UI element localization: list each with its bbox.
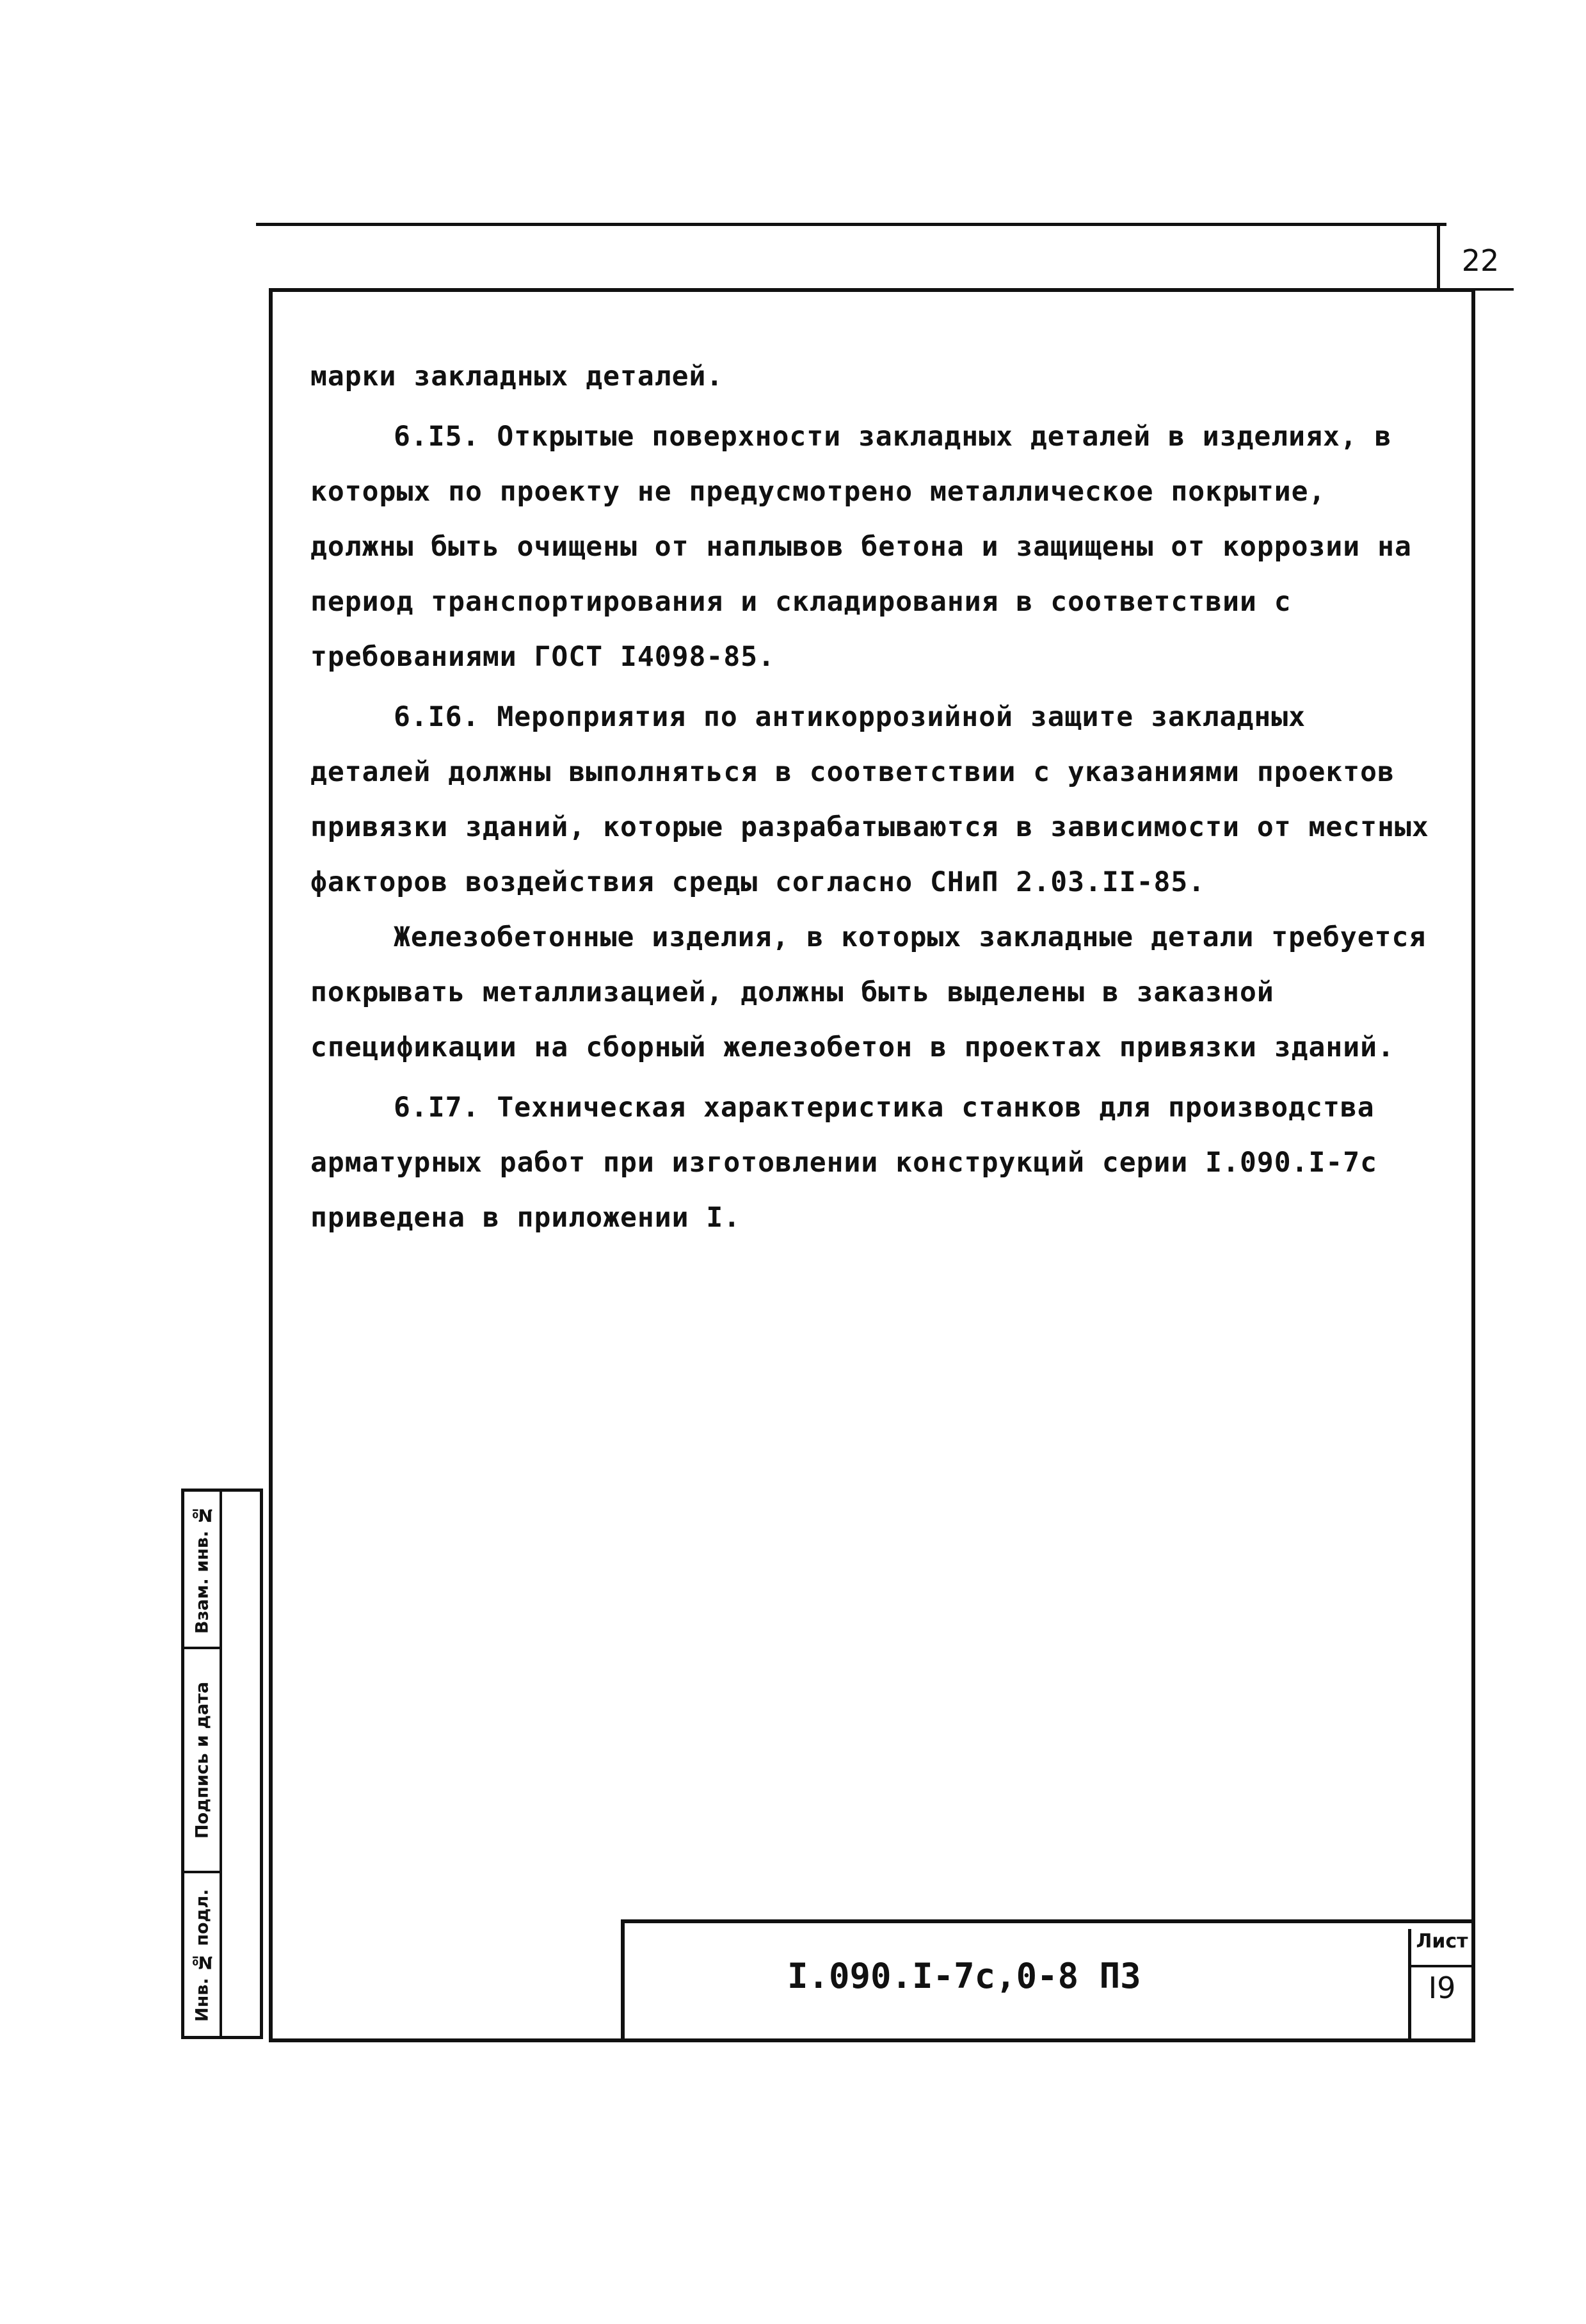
paragraph-metallization: Железобетонные изделия, в которых закладные детали требуется покрывать металлизацией, должны быть выделены в заказной спецификации на сборный железобетон в проектах привязки зданий. — [310, 921, 1427, 1063]
stamp-row-divider — [184, 1647, 220, 1649]
sheet-number: I9 — [1428, 1971, 1456, 2005]
paragraph-continuation: марки закладных деталей. — [310, 360, 724, 392]
stamp-column-divider — [220, 1492, 222, 2036]
stamp-row-divider — [184, 1871, 220, 1873]
approval-stamp — [181, 1489, 263, 2039]
stamp-label-replacement-inv: Взам. инв. № — [192, 1505, 212, 1634]
stamp-label-original-inv: Инв. № подл. — [192, 1889, 212, 2022]
corner-tick — [1437, 224, 1440, 288]
paragraph-6-16: 6.I6. Мероприятия по антикоррозийной защите закладных деталей должны выполняться в соответствии с указаниями проектов привязки зданий, которые разрабатываются в зависимости от местных факторов воздействия среды согласно СНиП 2.03.II-85. — [310, 701, 1429, 898]
top-rule — [256, 223, 1446, 226]
sheet-label: Лист — [1416, 1930, 1468, 1953]
paragraph-6-15: 6.I5. Открытые поверхности закладных деталей в изделиях, в которых по проекту не предусмотрено металлическое покрытие, должны быть очищены от наплывов бетона и защищены от коррозии на период транспортирования и складирования в соответствии с требованиями ГОСТ I4098-85. — [310, 421, 1412, 673]
body-text — [310, 349, 1443, 1245]
stamp-label-signature-date: Подпись и дата — [192, 1681, 212, 1839]
document-code: I.090.I-7с,0-8 ПЗ — [787, 1956, 1141, 1996]
paragraph-6-17: 6.I7. Техническая характеристика станков для производства арматурных работ при изготовлении конструкций серии I.090.I-7с приведена в приложении I. — [310, 1092, 1378, 1234]
page-number: 22 — [1461, 243, 1500, 278]
sheet-box-divider — [1411, 1965, 1472, 1967]
